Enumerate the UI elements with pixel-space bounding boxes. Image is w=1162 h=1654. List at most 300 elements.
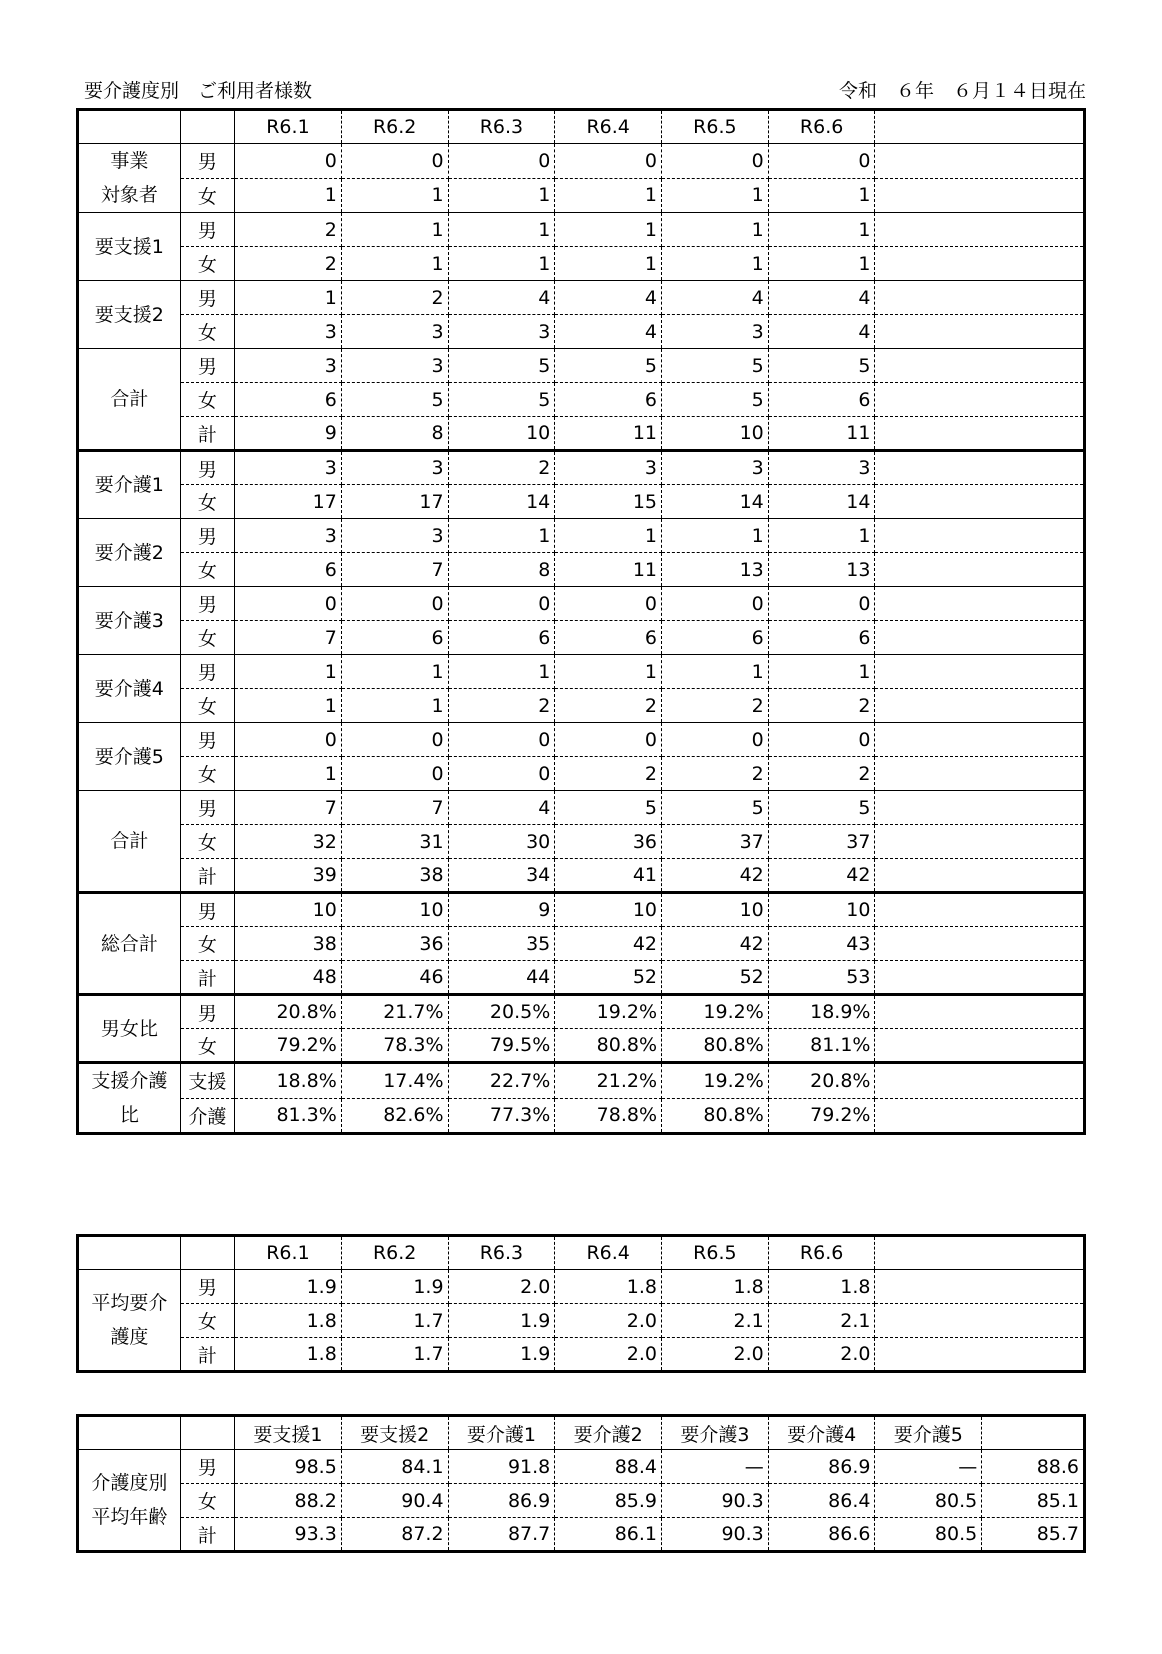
value-cell: 1 xyxy=(235,655,342,689)
value-cell: 79.2% xyxy=(768,1098,875,1134)
value-cell: 1 xyxy=(555,178,662,213)
blank-cell xyxy=(875,723,1085,757)
value-cell: 0 xyxy=(555,723,662,757)
value-cell: 4 xyxy=(448,281,555,315)
value-cell: 19.2% xyxy=(555,995,662,1029)
value-cell: 86.4 xyxy=(768,1484,875,1518)
blank-cell xyxy=(875,1029,1085,1063)
value-cell: 1.8 xyxy=(235,1338,342,1372)
blank-cell xyxy=(875,349,1085,383)
value-cell: 13 xyxy=(662,553,769,587)
column-header: R6.5 xyxy=(662,1236,769,1270)
value-cell: 4 xyxy=(555,281,662,315)
value-cell: 5 xyxy=(662,791,769,825)
blank-cell xyxy=(875,757,1085,791)
blank-cell xyxy=(875,1338,1085,1372)
table-row xyxy=(78,281,1085,315)
table-row xyxy=(78,247,1085,281)
blank-cell xyxy=(875,485,1085,519)
column-header: R6.6 xyxy=(768,1236,875,1270)
row-category: 女 xyxy=(180,553,234,587)
column-header: R6.4 xyxy=(555,1236,662,1270)
value-cell: 1 xyxy=(662,655,769,689)
value-cell: 10 xyxy=(448,417,555,451)
table-row xyxy=(78,655,1085,689)
column-header: R6.4 xyxy=(555,110,662,144)
column-header: 要支援2 xyxy=(341,1416,448,1450)
value-cell: 37 xyxy=(768,825,875,859)
value-cell: 14 xyxy=(768,485,875,519)
table-row xyxy=(78,825,1085,859)
blank-cell xyxy=(875,213,1085,247)
blank-cell xyxy=(875,689,1085,723)
value-cell: 18.8% xyxy=(235,1063,342,1099)
value-cell: 52 xyxy=(555,961,662,995)
value-cell: 5 xyxy=(448,349,555,383)
value-cell: 19.2% xyxy=(662,995,769,1029)
row-category: 女 xyxy=(180,1304,234,1338)
value-cell: 6 xyxy=(235,553,342,587)
row-category: 女 xyxy=(180,621,234,655)
row-category: 男 xyxy=(180,1270,234,1304)
value-cell: 9 xyxy=(235,417,342,451)
row-category: 男 xyxy=(180,995,234,1029)
corner-cell xyxy=(180,1236,234,1270)
group-label: 介護度別 平均年齢 xyxy=(78,1450,181,1552)
row-category: 計 xyxy=(180,961,234,995)
table-row xyxy=(78,927,1085,961)
value-cell: 0 xyxy=(555,587,662,621)
table-row xyxy=(78,1029,1085,1063)
value-cell: 9 xyxy=(448,893,555,927)
value-cell: 1 xyxy=(555,519,662,553)
value-cell: 1 xyxy=(448,178,555,213)
value-cell: 3 xyxy=(341,315,448,349)
value-cell: 2.0 xyxy=(768,1338,875,1372)
value-cell: 2 xyxy=(662,757,769,791)
value-cell: 3 xyxy=(235,451,342,485)
value-cell: 5 xyxy=(555,349,662,383)
blank-cell xyxy=(875,1304,1085,1338)
value-cell: 1 xyxy=(235,689,342,723)
value-cell: — xyxy=(662,1450,769,1484)
value-cell: 1 xyxy=(341,247,448,281)
row-category: 男 xyxy=(180,349,234,383)
value-cell: 90.4 xyxy=(341,1484,448,1518)
blank-cell xyxy=(875,961,1085,995)
group-label: 要介護3 xyxy=(78,587,181,655)
value-cell: 19.2% xyxy=(662,1063,769,1099)
value-cell: 8 xyxy=(341,417,448,451)
value-cell: 1.8 xyxy=(235,1304,342,1338)
value-cell: 1.8 xyxy=(768,1270,875,1304)
value-cell: 90.3 xyxy=(662,1518,769,1552)
value-cell: 1.7 xyxy=(341,1338,448,1372)
row-category: 男 xyxy=(180,451,234,485)
group-label: 要支援2 xyxy=(78,281,181,349)
blank-cell xyxy=(875,995,1085,1029)
value-cell: 2.0 xyxy=(555,1338,662,1372)
value-cell: 20.5% xyxy=(448,995,555,1029)
value-cell: 80.8% xyxy=(662,1098,769,1134)
value-cell: 1 xyxy=(555,213,662,247)
table-row xyxy=(78,315,1085,349)
value-cell: 80.5 xyxy=(875,1518,982,1552)
value-cell: 2 xyxy=(448,689,555,723)
column-header: R6.5 xyxy=(662,110,769,144)
group-label: 要介護4 xyxy=(78,655,181,723)
value-cell: 5 xyxy=(662,349,769,383)
column-header-row xyxy=(78,1416,1085,1450)
value-cell: 2 xyxy=(448,451,555,485)
blank-cell xyxy=(875,1270,1085,1304)
table-row xyxy=(78,1484,1085,1518)
value-cell: 38 xyxy=(341,859,448,893)
value-cell: 0 xyxy=(448,757,555,791)
value-cell: 32 xyxy=(235,825,342,859)
blank-column-header xyxy=(875,110,1085,144)
value-cell: 42 xyxy=(662,927,769,961)
value-cell: 2 xyxy=(555,757,662,791)
value-cell: 80.5 xyxy=(875,1484,982,1518)
table-row xyxy=(78,621,1085,655)
value-cell: 1 xyxy=(448,519,555,553)
value-cell: 1.9 xyxy=(448,1338,555,1372)
value-cell: 1 xyxy=(555,655,662,689)
value-cell: 4 xyxy=(768,315,875,349)
table-row xyxy=(78,1450,1085,1484)
row-category: 男 xyxy=(180,723,234,757)
value-cell: 79.2% xyxy=(235,1029,342,1063)
group-label: 事業 対象者 xyxy=(78,144,181,213)
blank-cell xyxy=(875,1063,1085,1099)
value-cell: 80.8% xyxy=(555,1029,662,1063)
value-cell: 93.3 xyxy=(235,1518,342,1552)
value-cell: 1 xyxy=(555,247,662,281)
value-cell: 1 xyxy=(768,213,875,247)
row-category: 男 xyxy=(180,144,234,179)
row-category: 男 xyxy=(180,791,234,825)
column-header: 要介護2 xyxy=(555,1416,662,1450)
table-row xyxy=(78,587,1085,621)
row-category: 男 xyxy=(180,519,234,553)
row-category: 女 xyxy=(180,689,234,723)
value-cell: 80.8% xyxy=(662,1029,769,1063)
column-header-row xyxy=(78,110,1085,144)
value-cell: 17 xyxy=(235,485,342,519)
row-category: 女 xyxy=(180,178,234,213)
value-cell: 34 xyxy=(448,859,555,893)
table-row xyxy=(78,349,1085,383)
value-cell: 11 xyxy=(555,553,662,587)
value-cell: 38 xyxy=(235,927,342,961)
value-cell: 2 xyxy=(662,689,769,723)
blank-column-header xyxy=(875,1236,1085,1270)
value-cell: 53 xyxy=(768,961,875,995)
value-cell: 78.3% xyxy=(341,1029,448,1063)
table-row xyxy=(78,451,1085,485)
value-cell: 4 xyxy=(448,791,555,825)
value-cell: 46 xyxy=(341,961,448,995)
value-cell: 78.8% xyxy=(555,1098,662,1134)
row-category: 女 xyxy=(180,247,234,281)
value-cell: 1 xyxy=(448,213,555,247)
value-cell: 5 xyxy=(341,383,448,417)
value-cell: 86.6 xyxy=(768,1518,875,1552)
value-cell: 0 xyxy=(235,144,342,179)
value-cell: 10 xyxy=(555,893,662,927)
value-cell: 7 xyxy=(341,553,448,587)
value-cell: 1.9 xyxy=(448,1304,555,1338)
table-row xyxy=(78,383,1085,417)
group-label: 要支援1 xyxy=(78,213,181,281)
table-row xyxy=(78,757,1085,791)
row-category: 女 xyxy=(180,757,234,791)
value-cell: 6 xyxy=(555,621,662,655)
value-cell: 88.2 xyxy=(235,1484,342,1518)
value-cell: 3 xyxy=(555,451,662,485)
value-cell: 5 xyxy=(768,349,875,383)
value-cell: 1.7 xyxy=(341,1304,448,1338)
table-row xyxy=(78,859,1085,893)
value-cell: 36 xyxy=(555,825,662,859)
value-cell: 3 xyxy=(341,519,448,553)
value-cell: 6 xyxy=(662,621,769,655)
value-cell: 13 xyxy=(768,553,875,587)
user-count-table xyxy=(76,108,1086,1135)
value-cell: 10 xyxy=(235,893,342,927)
value-cell: 3 xyxy=(341,349,448,383)
table-row xyxy=(78,1304,1085,1338)
value-cell: 81.3% xyxy=(235,1098,342,1134)
row-category: 男 xyxy=(180,893,234,927)
table-row xyxy=(78,144,1085,179)
row-category: 計 xyxy=(180,859,234,893)
column-header: R6.1 xyxy=(235,1236,342,1270)
value-cell: 0 xyxy=(341,587,448,621)
row-category: 男 xyxy=(180,213,234,247)
value-cell: 3 xyxy=(235,349,342,383)
value-cell: 1.9 xyxy=(341,1270,448,1304)
value-cell: 44 xyxy=(448,961,555,995)
value-cell: 5 xyxy=(448,383,555,417)
value-cell: 15 xyxy=(555,485,662,519)
value-cell: 91.8 xyxy=(448,1450,555,1484)
value-cell: 86.9 xyxy=(448,1484,555,1518)
table-row xyxy=(78,1338,1085,1372)
value-cell: 20.8% xyxy=(768,1063,875,1099)
table-row xyxy=(78,1270,1085,1304)
value-cell: 36 xyxy=(341,927,448,961)
value-cell: 2 xyxy=(555,689,662,723)
column-header xyxy=(982,1416,1085,1450)
value-cell: 4 xyxy=(555,315,662,349)
average-age-table xyxy=(76,1414,1086,1553)
value-cell: 2 xyxy=(235,247,342,281)
value-cell: 0 xyxy=(662,723,769,757)
row-category: 男 xyxy=(180,1450,234,1484)
value-cell: 7 xyxy=(341,791,448,825)
blank-cell xyxy=(875,927,1085,961)
value-cell: 98.5 xyxy=(235,1450,342,1484)
value-cell: 0 xyxy=(235,587,342,621)
column-header: R6.2 xyxy=(341,110,448,144)
value-cell: 1 xyxy=(341,689,448,723)
value-cell: 6 xyxy=(448,621,555,655)
value-cell: 86.9 xyxy=(768,1450,875,1484)
column-header: R6.1 xyxy=(235,110,342,144)
value-cell: 7 xyxy=(235,621,342,655)
value-cell: 42 xyxy=(555,927,662,961)
value-cell: 41 xyxy=(555,859,662,893)
value-cell: 5 xyxy=(768,791,875,825)
value-cell: 6 xyxy=(768,621,875,655)
blank-cell xyxy=(875,383,1085,417)
value-cell: 1 xyxy=(662,247,769,281)
value-cell: 1 xyxy=(662,519,769,553)
column-header: 要介護4 xyxy=(768,1416,875,1450)
table-row xyxy=(78,961,1085,995)
value-cell: 1 xyxy=(235,757,342,791)
value-cell: 1.8 xyxy=(662,1270,769,1304)
value-cell: 3 xyxy=(235,315,342,349)
group-label: 平均要介 護度 xyxy=(78,1270,181,1372)
value-cell: 2.0 xyxy=(662,1338,769,1372)
table-row xyxy=(78,723,1085,757)
group-label: 合計 xyxy=(78,349,181,451)
value-cell: 10 xyxy=(662,417,769,451)
value-cell: 1 xyxy=(768,178,875,213)
value-cell: 6 xyxy=(555,383,662,417)
corner-cell xyxy=(180,1416,234,1450)
value-cell: 1 xyxy=(341,655,448,689)
blank-cell xyxy=(875,519,1085,553)
blank-cell xyxy=(875,825,1085,859)
row-category: 女 xyxy=(180,383,234,417)
column-header: R6.2 xyxy=(341,1236,448,1270)
group-label: 要介護5 xyxy=(78,723,181,791)
blank-cell xyxy=(875,315,1085,349)
table-row xyxy=(78,791,1085,825)
value-cell: 48 xyxy=(235,961,342,995)
row-category: 男 xyxy=(180,655,234,689)
value-cell: 10 xyxy=(662,893,769,927)
value-cell: 2.0 xyxy=(555,1304,662,1338)
value-cell: 1 xyxy=(341,213,448,247)
average-care-level-table xyxy=(76,1234,1086,1373)
value-cell: 2 xyxy=(768,689,875,723)
value-cell: 11 xyxy=(555,417,662,451)
value-cell: 2 xyxy=(235,213,342,247)
value-cell: 90.3 xyxy=(662,1484,769,1518)
value-cell: 0 xyxy=(768,723,875,757)
value-cell: 1 xyxy=(768,247,875,281)
value-cell: 1 xyxy=(235,281,342,315)
value-cell: 3 xyxy=(341,451,448,485)
value-cell: 0 xyxy=(555,144,662,179)
value-cell: 79.5% xyxy=(448,1029,555,1063)
blank-cell xyxy=(875,791,1085,825)
value-cell: 85.1 xyxy=(982,1484,1085,1518)
value-cell: 1 xyxy=(768,655,875,689)
blank-cell xyxy=(875,621,1085,655)
value-cell: 35 xyxy=(448,927,555,961)
row-category: 女 xyxy=(180,1029,234,1063)
corner-cell xyxy=(78,1236,181,1270)
table-row xyxy=(78,553,1085,587)
group-label: 要介護2 xyxy=(78,519,181,587)
value-cell: 0 xyxy=(448,587,555,621)
value-cell: 3 xyxy=(662,451,769,485)
value-cell: 3 xyxy=(768,451,875,485)
column-header: 要支援1 xyxy=(235,1416,342,1450)
blank-cell xyxy=(875,893,1085,927)
page-header xyxy=(84,76,1086,102)
value-cell: 17 xyxy=(341,485,448,519)
table-row xyxy=(78,178,1085,213)
group-label: 男女比 xyxy=(78,995,181,1063)
value-cell: 6 xyxy=(341,621,448,655)
report-date: 令和 ６年 ６月１４日現在 xyxy=(838,80,1086,102)
row-category: 女 xyxy=(180,485,234,519)
row-category: 支援 xyxy=(180,1063,234,1099)
page-title: 要介護度別 ご利用者様数 xyxy=(84,80,313,102)
value-cell: 88.4 xyxy=(555,1450,662,1484)
value-cell: 0 xyxy=(448,144,555,179)
value-cell: 1 xyxy=(235,178,342,213)
blank-cell xyxy=(875,281,1085,315)
value-cell: 30 xyxy=(448,825,555,859)
group-label: 要介護1 xyxy=(78,451,181,519)
value-cell: 43 xyxy=(768,927,875,961)
value-cell: 17.4% xyxy=(341,1063,448,1099)
column-header: 要介護1 xyxy=(448,1416,555,1450)
table-row xyxy=(78,417,1085,451)
column-header-row xyxy=(78,1236,1085,1270)
value-cell: 0 xyxy=(341,757,448,791)
value-cell: 0 xyxy=(662,587,769,621)
blank-cell xyxy=(875,144,1085,179)
value-cell: 1.8 xyxy=(555,1270,662,1304)
value-cell: 8 xyxy=(448,553,555,587)
value-cell: 85.9 xyxy=(555,1484,662,1518)
value-cell: 1 xyxy=(341,178,448,213)
blank-cell xyxy=(875,655,1085,689)
value-cell: 39 xyxy=(235,859,342,893)
value-cell: 1 xyxy=(448,655,555,689)
value-cell: 1.9 xyxy=(235,1270,342,1304)
value-cell: 0 xyxy=(341,144,448,179)
row-category: 計 xyxy=(180,417,234,451)
value-cell: 0 xyxy=(662,144,769,179)
column-header: 要介護5 xyxy=(875,1416,982,1450)
value-cell: 20.8% xyxy=(235,995,342,1029)
corner-cell xyxy=(78,110,181,144)
value-cell: 22.7% xyxy=(448,1063,555,1099)
row-category: 男 xyxy=(180,281,234,315)
value-cell: — xyxy=(875,1450,982,1484)
value-cell: 31 xyxy=(341,825,448,859)
column-header: R6.6 xyxy=(768,110,875,144)
row-category: 女 xyxy=(180,1484,234,1518)
blank-cell xyxy=(875,178,1085,213)
corner-cell xyxy=(180,110,234,144)
row-category: 介護 xyxy=(180,1098,234,1134)
blank-cell xyxy=(875,587,1085,621)
column-header: R6.3 xyxy=(448,110,555,144)
value-cell: 86.1 xyxy=(555,1518,662,1552)
value-cell: 2.0 xyxy=(448,1270,555,1304)
